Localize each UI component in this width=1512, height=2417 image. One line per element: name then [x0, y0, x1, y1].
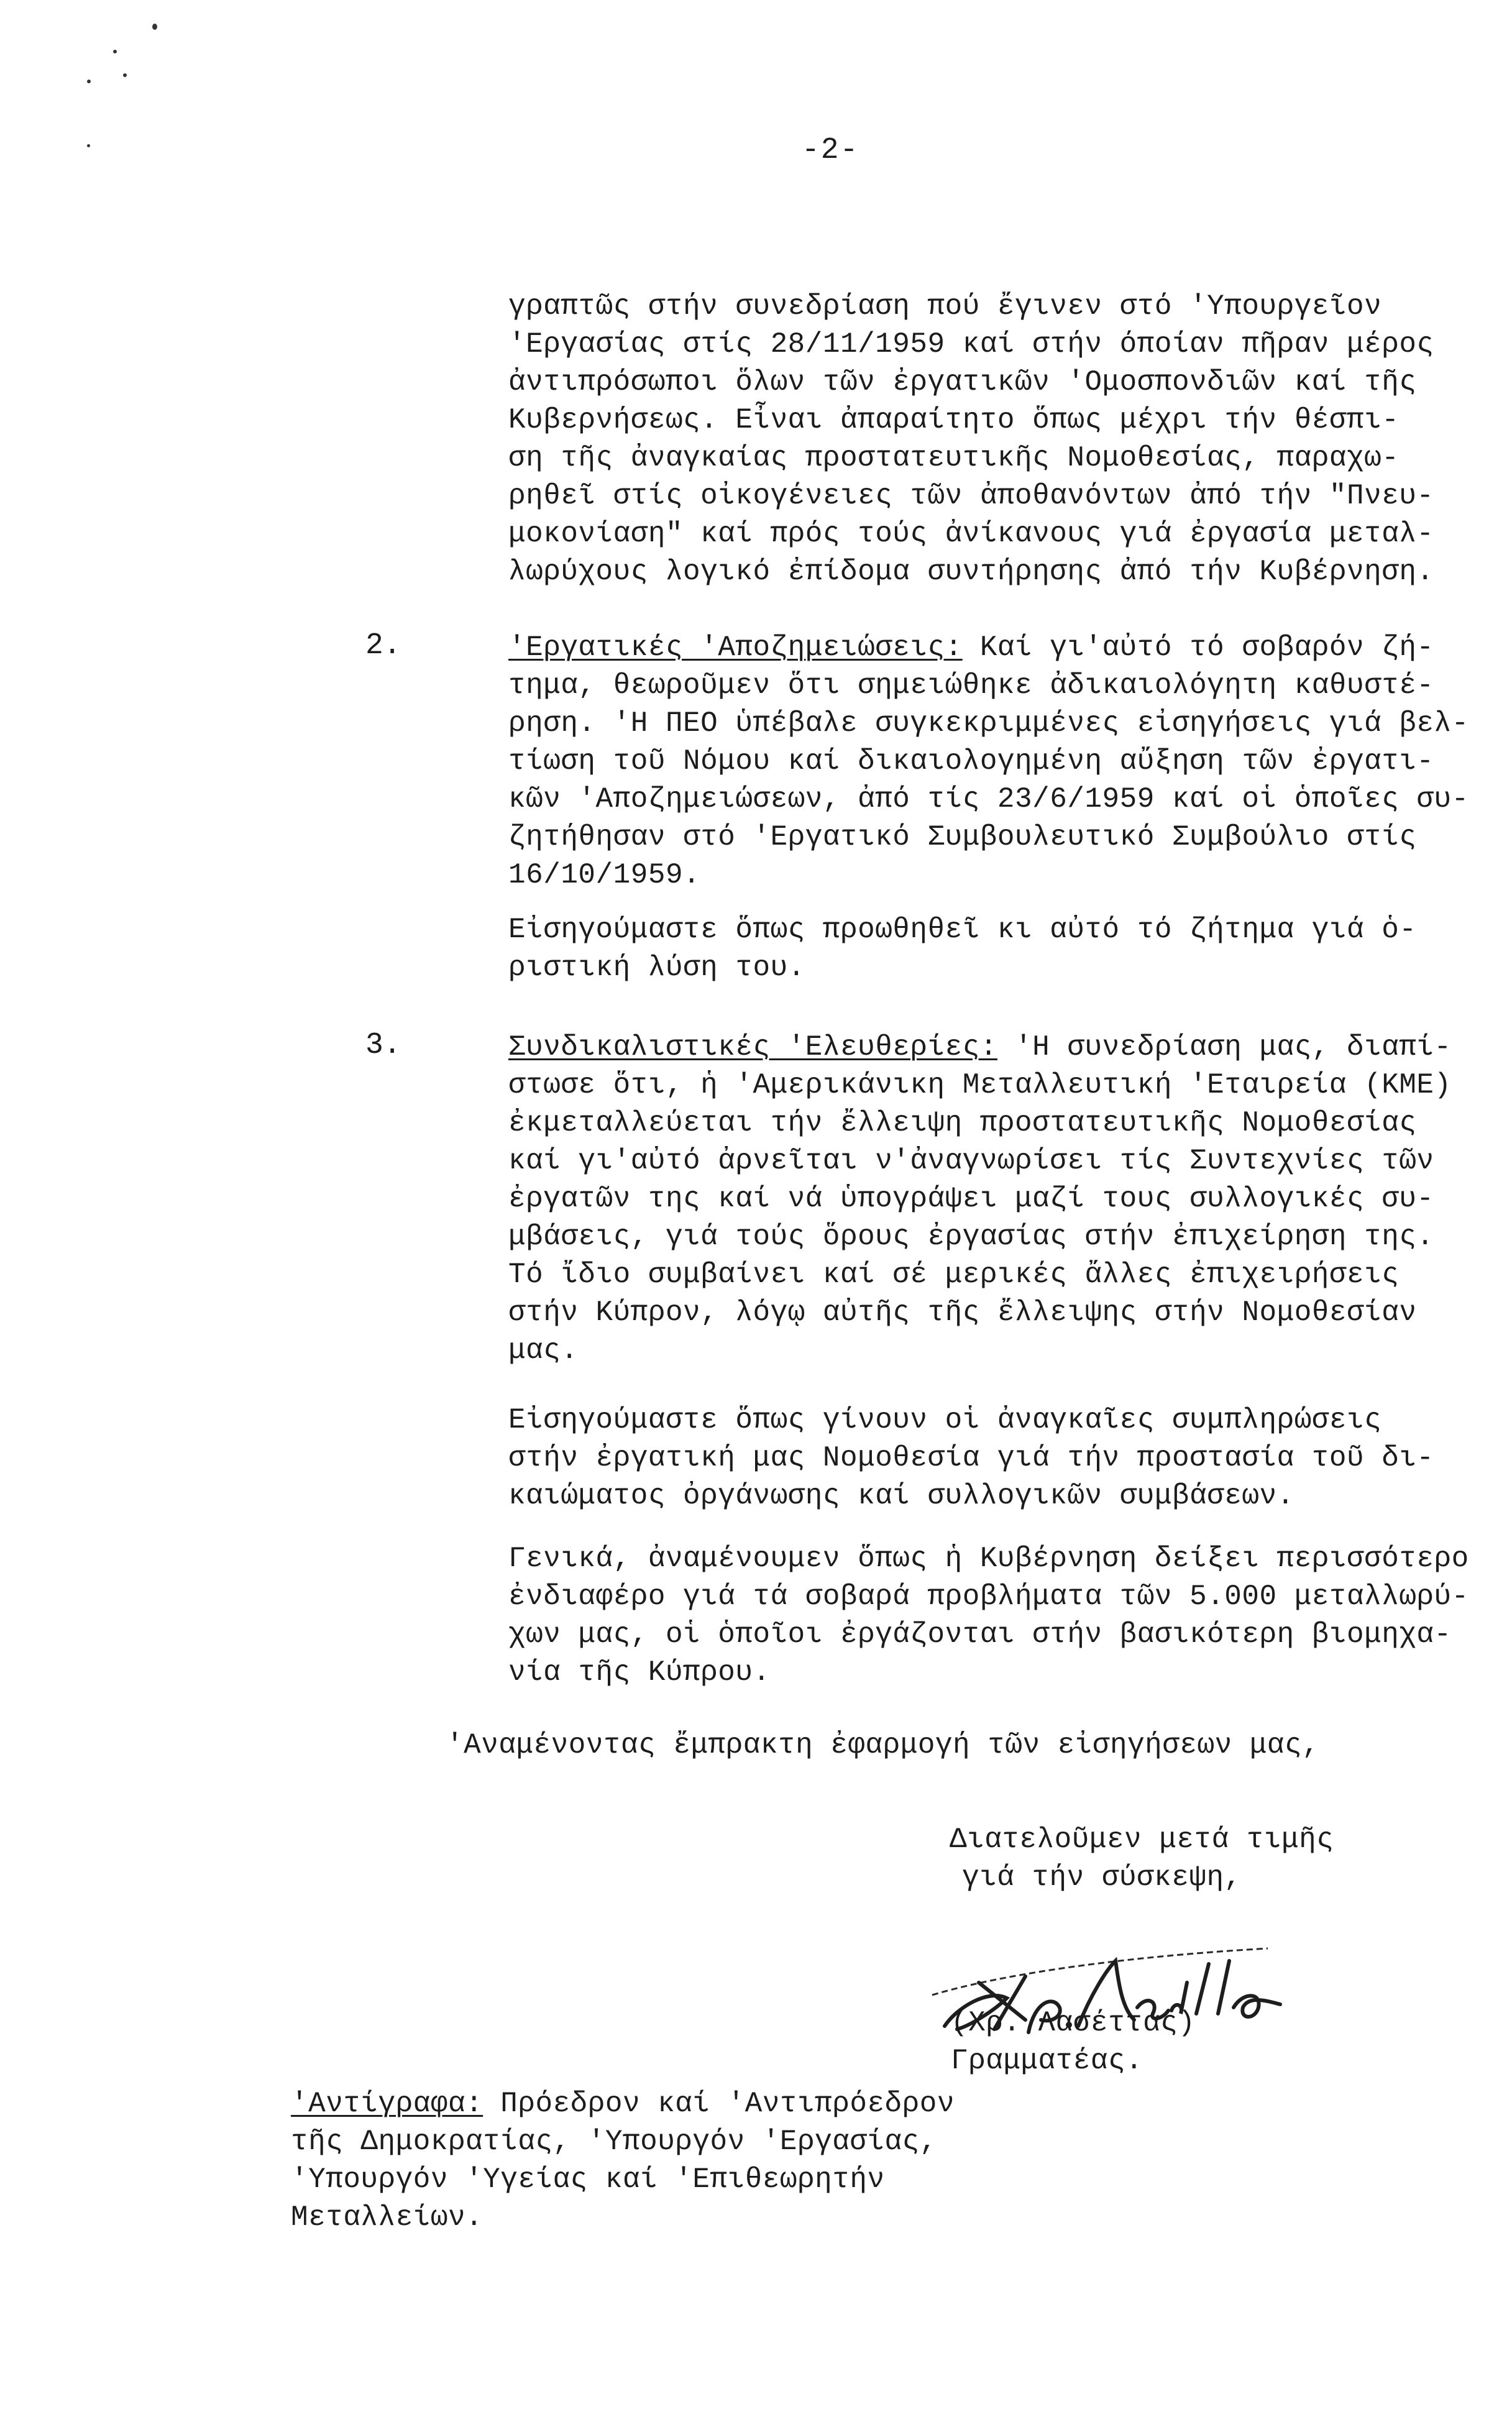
scan-speck — [87, 80, 91, 83]
section-3-paragraph-2 — [508, 1401, 1434, 1515]
text-line: καί γι'αὐτό ἀρνεῖται ν'ἀναγνωρίσει τίς Συντεχνίες τῶν — [508, 1145, 1434, 1177]
text-line: 'Υπουργόν 'Υγείας καί 'Επιθεωρητήν — [291, 2163, 885, 2196]
text-line: ση τῆς ἀναγκαίας προστατευτικῆς Νομοθεσίας, παραχω- — [508, 442, 1400, 474]
text-line: 16/10/1959. — [508, 859, 701, 891]
signatory-block — [951, 2004, 1195, 2080]
text-line: γραπτῶς στήν συνεδρίαση πού ἔγινεν στό 'Υπουργεῖον — [508, 290, 1382, 323]
text-line: ριστική λύση του. — [508, 952, 805, 984]
text-line: ἀντιπρόσωποι ὅλων τῶν ἐργατικῶν 'Ομοσπονδιῶν καί τῆς — [508, 366, 1417, 398]
text-line: ἐνδιαφέρο γιά τά σοβαρά προβλήματα τῶν 5.000 μεταλλωρύ- — [508, 1580, 1469, 1613]
section-number: 2. — [365, 629, 401, 663]
section-2-paragraph-2 — [508, 911, 1416, 987]
text-line: στωσε ὅτι, ἡ 'Αμερικάνικη Μεταλλευτική 'Εταιρεία (ΚΜΕ) — [508, 1069, 1452, 1101]
text-line: μβάσεις, γιά τούς ὅρους ἐργασίας στήν ἐπιχείρηση της. — [508, 1221, 1434, 1253]
text-run: Πρόεδρον καί 'Αντιπρόεδρον — [483, 2088, 955, 2120]
intro-paragraph — [508, 288, 1434, 591]
text-line: τημα, θεωροῦμεν ὅτι σημειώθηκε ἀδικαιολόγητη καθυστέ- — [508, 669, 1434, 702]
text-line: ἐργατῶν της καί νά ὑπογράψει μαζί τους συλλογικές συ- — [508, 1183, 1434, 1215]
text-line: Εἰσηγούμαστε ὅπως προωθηθεῖ κι αὐτό τό ζήτημα γιά ὁ- — [508, 914, 1417, 946]
text-run: Καί γι'αὐτό τό σοβαρόν ζή- — [962, 631, 1434, 664]
text-line: Κυβερνήσεως. Εἶναι ἀπαραίτητο ὅπως μέχρι τήν θέσπι- — [508, 404, 1400, 436]
text-line — [508, 1029, 1452, 1066]
text-line: ρηθεῖ στίς οἰκογένειες τῶν ἀποθανόντων ἀπό τήν "Πνευ- — [508, 480, 1434, 512]
text-line: Τό ἴδιο συμβαίνει καί σέ μερικές ἄλλες ἐπιχειρήσεις — [508, 1259, 1400, 1291]
text-line: Μεταλλείων. — [291, 2201, 483, 2234]
text-line: ρηση. 'Η ΠΕΟ ὑπέβαλε συγκεκριμμένες εἰσηγήσεις γιά βελ- — [508, 707, 1469, 740]
section-heading: Συνδικαλιστικές 'Ελευθερίες: — [508, 1031, 997, 1063]
section-number: 3. — [365, 1029, 401, 1062]
text-line: τῆς Δημοκρατίας, 'Υπουργόν 'Εργασίας, — [291, 2126, 937, 2158]
text-line — [508, 629, 1469, 667]
text-line: στήν ἐργατική μας Νομοθεσία γιά τήν προστασία τοῦ δι- — [508, 1442, 1434, 1474]
text-line — [291, 2085, 955, 2123]
text-line: ἐκμεταλλεύεται τήν ἔλλειψη προστατευτικῆς Νομοθεσίας — [508, 1107, 1417, 1139]
section-3-paragraph — [508, 1029, 1452, 1370]
page-number: -2- — [802, 134, 859, 167]
copies-block — [291, 2085, 955, 2237]
scan-speck — [87, 144, 90, 147]
text-line: 'Αναμένοντας ἔμπρακτη ἐφαρμογή τῶν εἰσηγήσεων μας, — [446, 1729, 1320, 1761]
signatory-title: Γραμματέας. — [951, 2045, 1143, 2077]
scan-speck — [123, 73, 127, 77]
text-line: 'Εργασίας στίς 28/11/1959 καί στήν όποίαν πῆραν μέρος — [508, 328, 1434, 360]
text-line: καιώματος ὀργάνωσης καί συλλογικῶν συμβάσεων. — [508, 1480, 1294, 1512]
text-line: Γενικά, ἀναμένουμεν ὅπως ἡ Κυβέρνηση δείξει περισσότερο — [508, 1543, 1469, 1575]
section-heading: 'Εργατικές 'Αποζημειώσεις: — [508, 631, 963, 664]
closing-line — [446, 1727, 1319, 1764]
text-line: τίωση τοῦ Νόμου καί δικαιολογημένη αὔξηση τῶν ἐργατι- — [508, 745, 1434, 777]
text-line: νία τῆς Κύπρου. — [508, 1656, 771, 1689]
scan-speck — [113, 50, 117, 53]
copies-label: 'Αντίγραφα: — [291, 2088, 483, 2120]
text-line: γιά τήν σύσκεψη, — [962, 1861, 1242, 1894]
section-2-paragraph — [508, 629, 1469, 894]
text-line: ζητήθησαν στό 'Εργατικό Συμβουλευτικό Συμβούλιο στίς — [508, 821, 1417, 853]
text-line: μοκονίαση" καί πρός τούς ἀνίκανους γιά ἐργασία μεταλ- — [508, 518, 1434, 550]
text-line: στήν Κύπρον, λόγῳ αὐτῆς τῆς ἔλλειψης στήν Νομοθεσίαν — [508, 1296, 1417, 1329]
text-line: λωρύχους λογικό ἐπίδομα συντήρησης ἀπό τήν Κυβέρνηση. — [508, 556, 1434, 588]
text-line: μας. — [508, 1334, 579, 1367]
signatory-name: (Χρ. Λασέττας) — [951, 2007, 1196, 2039]
section-3-paragraph-3 — [508, 1540, 1469, 1692]
text-line: κῶν 'Αποζημειώσεων, ἀπό τίς 23/6/1959 καί οἱ ὁποῖες συ- — [508, 783, 1469, 815]
text-run: 'Η συνεδρίαση μας, διαπί- — [997, 1031, 1452, 1063]
text-line: Εἰσηγούμαστε ὅπως γίνουν οἱ ἀναγκαῖες συμπληρώσεις — [508, 1404, 1382, 1436]
valediction — [950, 1821, 1334, 1897]
text-line: Διατελοῦμεν μετά τιμῆς — [950, 1823, 1334, 1856]
text-line: χων μας, οἱ ὁποῖοι ἐργάζονται στήν βασικότερη βιομηχα- — [508, 1618, 1452, 1651]
scan-speck — [152, 24, 157, 30]
